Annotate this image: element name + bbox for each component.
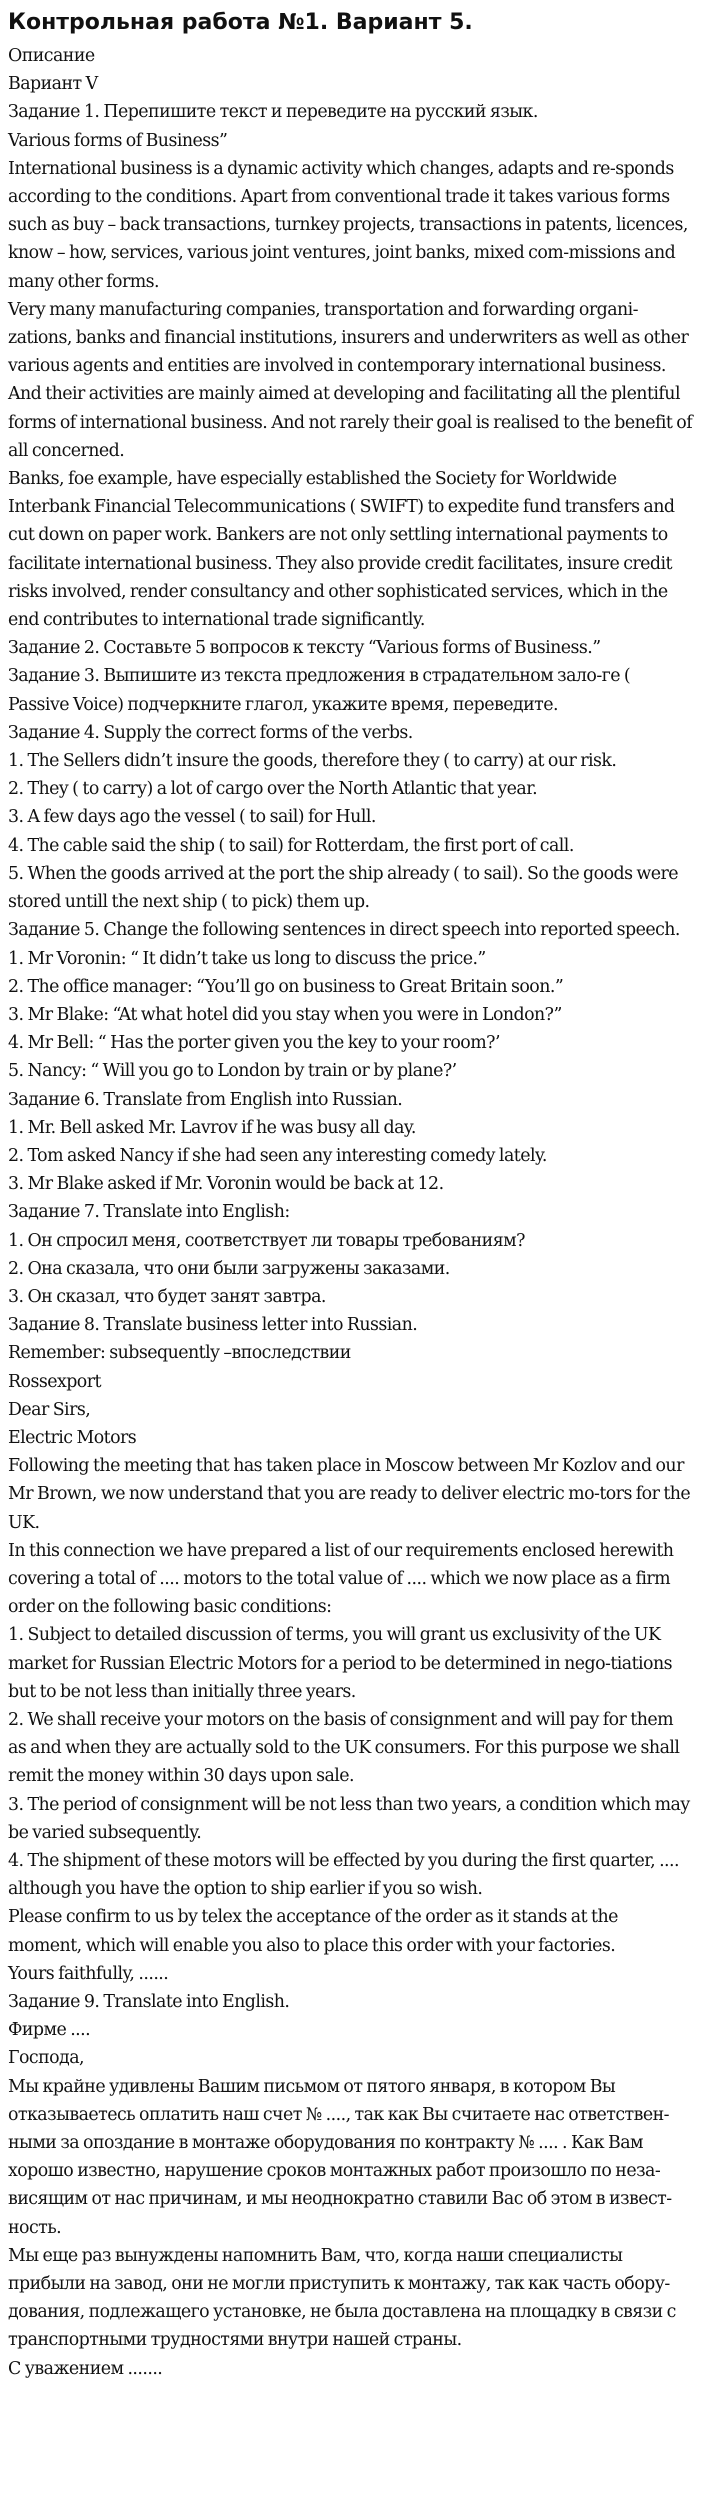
document-paragraph: 2. The office manager: “You’ll go on business to Great Britain soon.” [8, 976, 564, 997]
document-paragraph: 1. The Sellers didn’t insure the goods, therefore they ( to carry) at our risk. [8, 751, 617, 772]
document-paragraph: 2. Она сказала, что они были загружены заказами. [8, 1258, 450, 1279]
document-paragraph: Фирме .... [8, 2020, 91, 2041]
document-paragraph: Задание 8. Translate business letter into Russian. [8, 1315, 418, 1336]
document-body [8, 42, 695, 2383]
document-paragraph: Задание 1. Перепишите текст и переведите на русский язык. [8, 102, 538, 123]
document-paragraph: 1. Он спросил меня, соответствует ли товары требованиям? [8, 1230, 525, 1251]
document-paragraph: Задание 4. Supply the correct forms of the verbs. [8, 722, 413, 743]
document-paragraph: 1. Mr. Bell asked Mr. Lavrov if he was busy all day. [8, 1117, 416, 1138]
document-paragraph: Remember: subsequently –впоследствии [8, 1343, 351, 1364]
document-paragraph: Задание 5. Change the following sentences in direct speech into reported speech. [8, 920, 680, 941]
document-paragraph: 5. Nancy: “ Will you go to London by train or by plane?’ [8, 1061, 457, 1082]
page-title: Контрольная работа №1. Вариант 5. [8, 10, 473, 35]
document-paragraph: 4. The shipment of these motors will be effected by you during the first quarter, .... although you have the option to ship earlier if you so wish. [8, 1851, 679, 1900]
document-paragraph: Rossexport [8, 1371, 101, 1392]
document-paragraph: Задание 6. Translate from English into Russian. [8, 1089, 403, 1110]
document-paragraph: Various forms of Business” [8, 130, 228, 151]
document-paragraph: Описание [8, 46, 95, 66]
document-paragraph: Задание 7. Translate into English: [8, 1202, 290, 1223]
document-paragraph: Banks, foe example, have especially established the Society for Worldwide Interbank Financial Telecommunications ( SWIFT) to expedite fund transfers and cut down on paper work. Bankers are not only settling international payments to facilitate international business. They also provide credit facilitates, insure credit risks involved, render consultancy and other sophisticated services, which in the end contributes to international trade significantly. [8, 469, 675, 631]
document-paragraph: Yours faithfully, ...... [8, 1963, 169, 1984]
document-paragraph: 2. They ( to carry) a lot of cargo over the North Atlantic that year. [8, 779, 538, 800]
document-paragraph: 4. The cable said the ship ( to sail) for Rotterdam, the first port of call. [8, 835, 574, 856]
document-paragraph: Electric Motors [8, 1427, 137, 1448]
document-paragraph: Very many manufacturing companies, transportation and forwarding organi-zations, banks and financial institutions, insurers and underwriters as well as other various agents and entities are involved in contemporary international business. And their activities are mainly aimed at developing and facilitating all the plentiful forms of international business. And not rarely their goal is realised to the benefit of all concerned. [8, 299, 693, 461]
document-paragraph: Господа, [8, 2048, 84, 2069]
document-paragraph: Мы крайне удивлены Вашим письмом от пятого января, в котором Вы отказываетесь оплатить наш счет № ...., так как Вы считаете нас ответствен-ными за опоздание в монтаже оборудования по контракту № .... . Как Вам хорошо известно, нарушение сроков монтажных работ произошло по неза-висящим от нас причинам, и мы неоднократно ставили Вас об этом в извест-ность. [8, 2076, 672, 2238]
document-paragraph: 3. A few days ago the vessel ( to sail) for Hull. [8, 807, 376, 828]
document-paragraph: Задание 3. Выпишите из текста предложения в страдательном зало-ге ( Passive Voice) подчеркните глагол, укажите время, переведите. [8, 666, 631, 715]
document-paragraph: 4. Mr Bell: “ Has the porter given you the key to your room?’ [8, 1033, 500, 1054]
document-paragraph: 3. The period of consignment will be not less than two years, a condition which may be varied subsequently. [8, 1794, 690, 1843]
document-paragraph: 2. We shall receive your motors on the basis of consignment and will pay for them as and when they are actually sold to the UK consumers. For this purpose we shall remit the money within 30 days upon sale. [8, 1709, 680, 1787]
document-paragraph: 3. Он сказал, что будет занят завтра. [8, 1286, 326, 1307]
document-paragraph: International business is a dynamic activity which changes, adapts and re-sponds according to the conditions. Apart from conventional trade it takes various forms such as buy – back transactions, turnkey projects, transactions in patents, licences, know – how, services, various joint ventures, joint banks, mixed com-missions and many other forms. [8, 158, 688, 292]
document-paragraph: Вариант V [8, 74, 98, 95]
document-paragraph: Задание 9. Translate into English. [8, 1992, 290, 2013]
document-paragraph: С уважением ....... [8, 2358, 163, 2379]
document-paragraph: Following the meeting that has taken place in Moscow between Mr Kozlov and our Mr Brown, we now understand that you are ready to deliver electric mo-tors for the UK. [8, 1456, 691, 1533]
document-paragraph: 3. Mr Blake asked if Mr. Voronin would be back at 12. [8, 1174, 444, 1195]
document-paragraph: Мы еще раз вынуждены напомнить Вам, что, когда наши специалисты прибыли на завод, они не могли приступить к монтажу, так как часть обору-дования, подлежащего установке, не была доставлена на площадку в связи с транспортными трудностями внутри нашей страны. [8, 2245, 676, 2351]
document-paragraph: 1. Mr Voronin: “ It didn’t take us long to discuss the price.” [8, 948, 486, 969]
document-paragraph: 5. When the goods arrived at the port the ship already ( to sail). So the goods were stored untill the next ship ( to pick) them up. [8, 863, 679, 913]
document-paragraph: In this connection we have prepared a list of our requirements enclosed herewith covering a total of .... motors to the total value of .... which we now place as a firm order on the following basic conditions: [8, 1540, 674, 1618]
document-paragraph: 2. Tom asked Nancy if she had seen any interesting comedy lately. [8, 1145, 547, 1166]
document-paragraph: Задание 2. Составьте 5 вопросов к тексту “Various forms of Business.” [8, 638, 601, 659]
document-paragraph: Dear Sirs, [8, 1399, 91, 1420]
document-paragraph: 3. Mr Blake: “At what hotel did you stay when you were in London?” [8, 1004, 562, 1025]
document-paragraph: 1. Subject to detailed discussion of terms, you will grant us exclusivity of the UK market for Russian Electric Motors for a period to be determined in nego-tiations but to be not less than initially three years. [8, 1625, 672, 1702]
document-paragraph: Please confirm to us by telex the acceptance of the order as it stands at the moment, which will enable you also to place this order with your factories. [8, 1907, 618, 1956]
